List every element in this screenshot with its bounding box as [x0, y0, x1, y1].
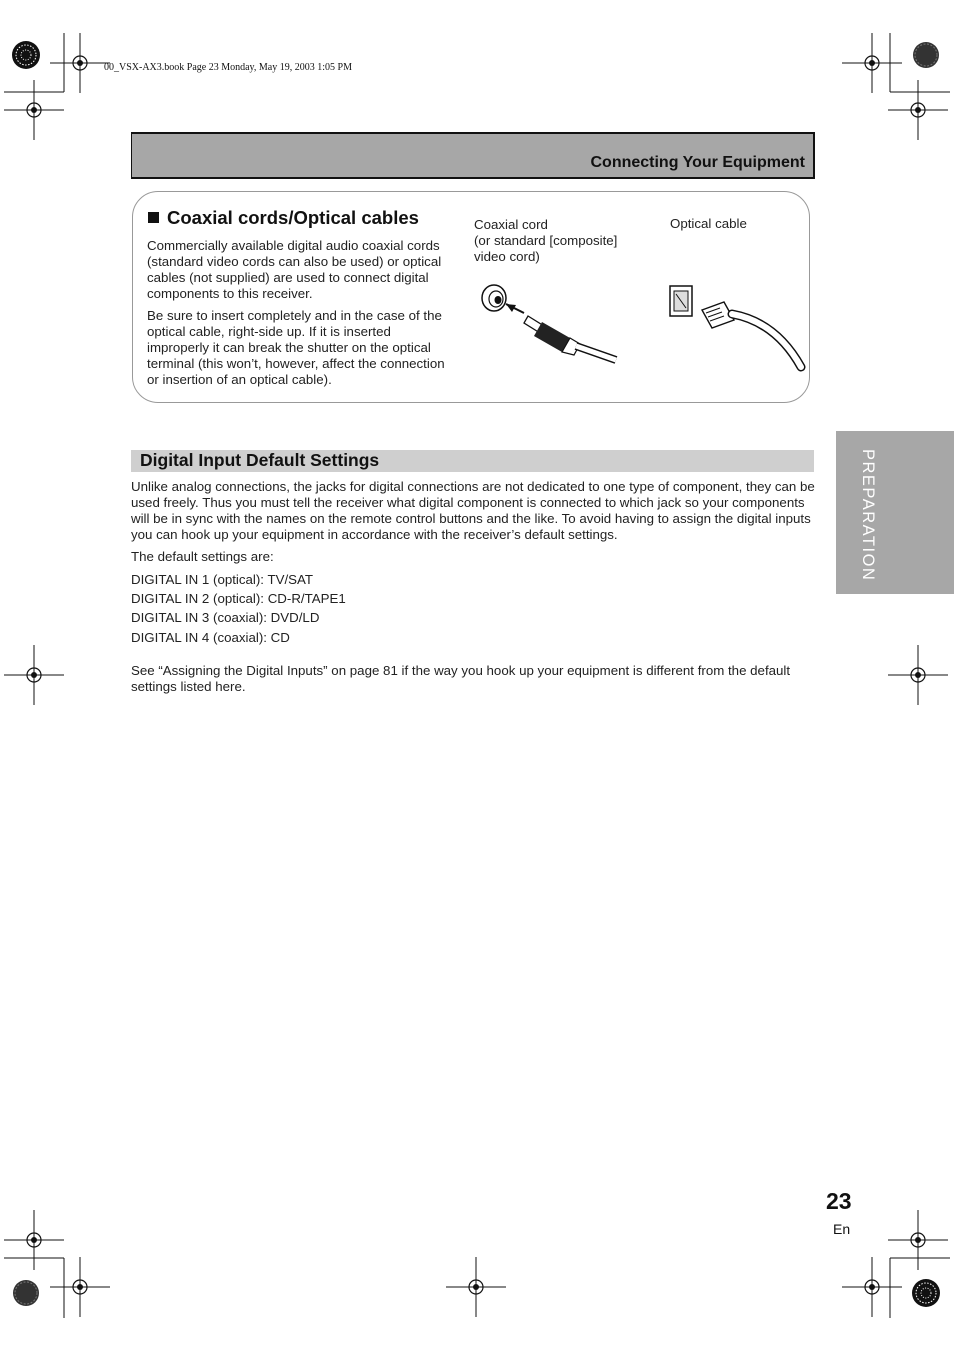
section-title: Digital Input Default Settings	[140, 450, 380, 470]
coaxial-caption-line: video cord)	[474, 249, 540, 264]
panel-title	[148, 207, 419, 229]
section-intro: Unlike analog connections, the jacks for digital connections are not dedicated to one type of component, they can be used freely. Thus you must tell the receiver what digital component is connected to which jack so your components will be in sync with the names on the remote control buttons and the like. To avoid having to assign the digital inputs you can hook up your equipment in accordance with the receiver’s default settings.	[131, 479, 815, 542]
defaults-label: The default settings are:	[131, 549, 274, 564]
section-header-band	[131, 450, 814, 472]
panel-title-text: Coaxial cords/Optical cables	[167, 207, 419, 228]
side-tab-label: PREPARATION	[859, 449, 877, 582]
coaxial-cord-illustration	[476, 278, 621, 368]
section-note: See “Assigning the Digital Inputs” on page 81 if the way you hook up your equipment is different from the default settings listed here.	[131, 663, 791, 694]
side-tab	[836, 431, 954, 594]
page-number: 23	[826, 1188, 852, 1214]
default-setting-item: DIGITAL IN 4 (coaxial): CD	[131, 630, 290, 645]
default-setting-item: DIGITAL IN 2 (optical): CD-R/TAPE1	[131, 591, 346, 606]
optical-cable-illustration	[666, 282, 811, 377]
coaxial-figure-caption	[474, 217, 617, 265]
coaxial-caption-line: (or standard [composite]	[474, 233, 618, 248]
page-language: En	[833, 1221, 851, 1237]
square-bullet-icon	[148, 212, 159, 223]
print-meta: 00_VSX-AX3.book Page 23 Monday, May 19, 2003 1:05 PM	[104, 62, 352, 73]
header-band	[131, 132, 815, 179]
default-setting-item: DIGITAL IN 1 (optical): TV/SAT	[131, 572, 314, 587]
optical-figure-caption: Optical cable	[670, 216, 747, 231]
panel-paragraph-1: Commercially available digital audio coaxial cords (standard video cords can also be used) or optical cables (not supplied) are used to connect digital components to this receiver.	[147, 238, 442, 301]
default-setting-item: DIGITAL IN 3 (coaxial): DVD/LD	[131, 610, 320, 625]
header-title: Connecting Your Equipment	[590, 154, 805, 171]
coaxial-caption-line: Coaxial cord	[474, 217, 548, 232]
panel-paragraph-2: Be sure to insert completely and in the case of the optical cable, right-side up. If it is inserted improperly it can break the shutter on the optical terminal (this won’t, however, affect the connection or insertion of an optical cable).	[147, 308, 445, 387]
